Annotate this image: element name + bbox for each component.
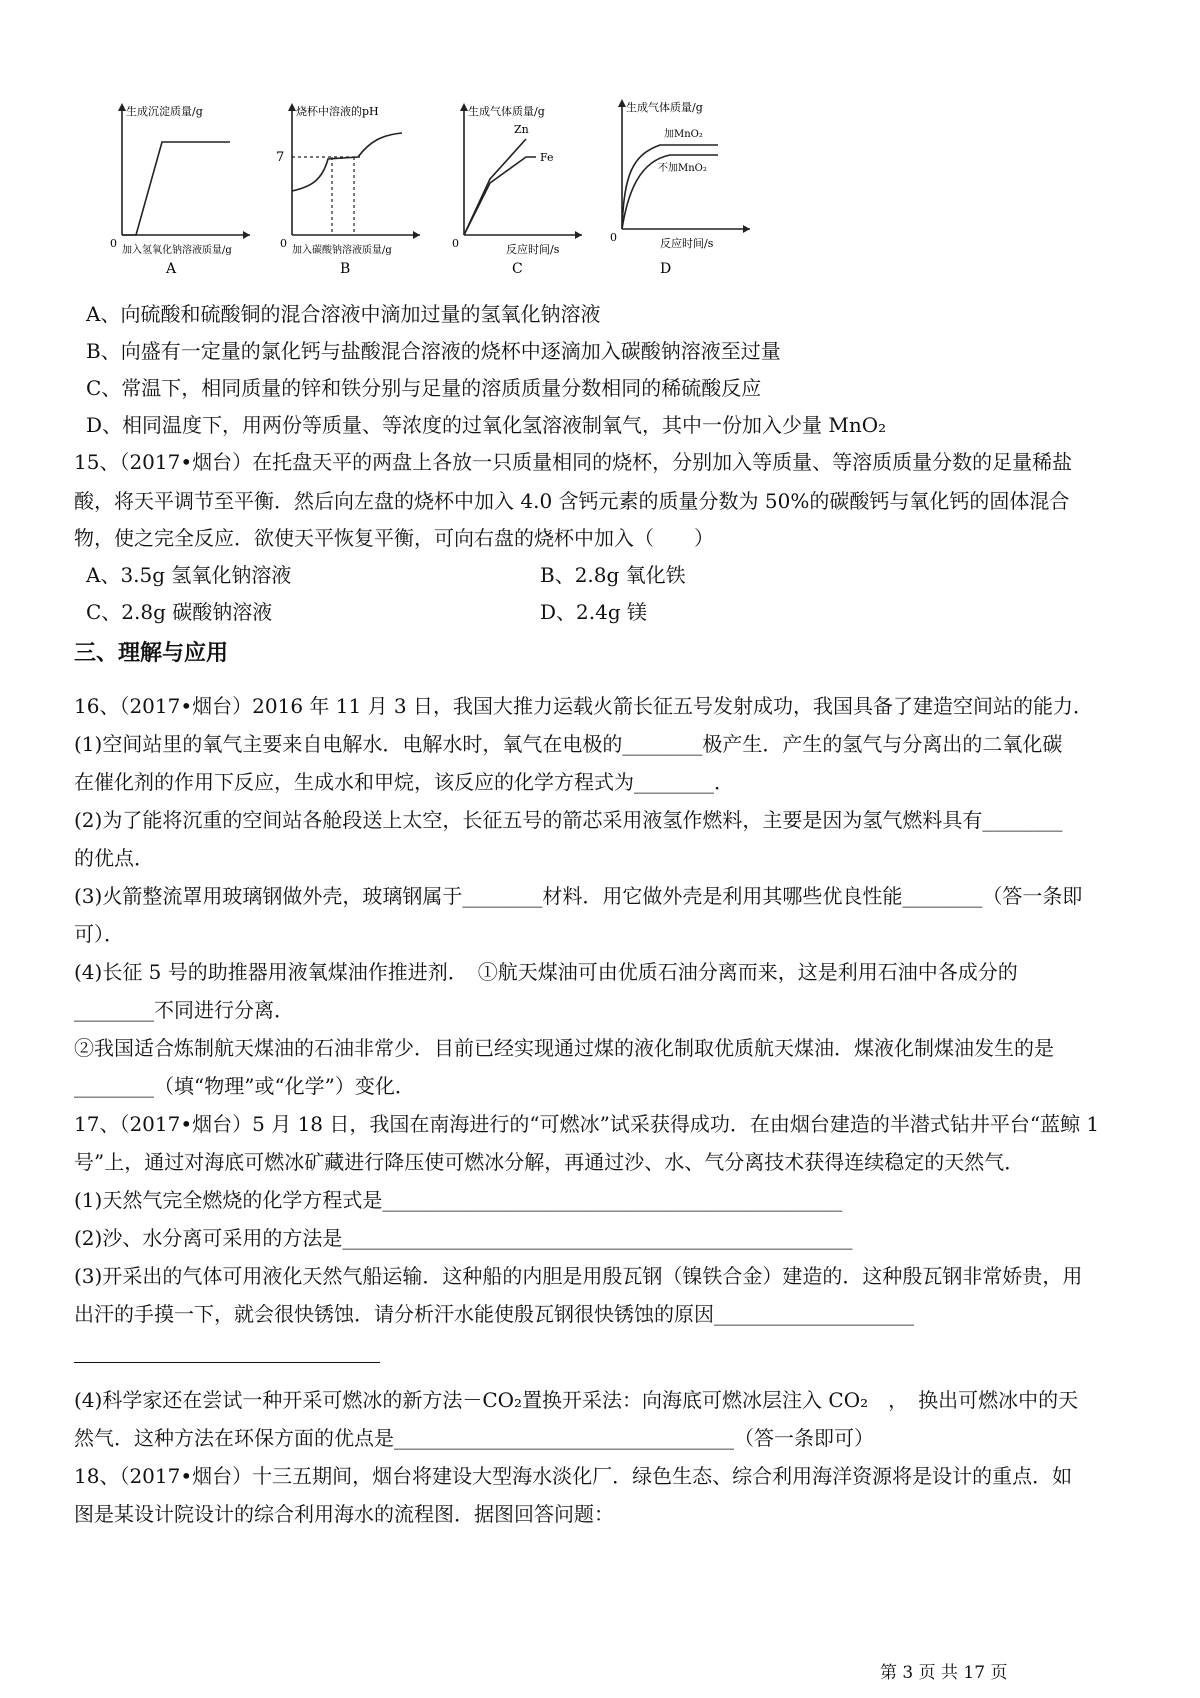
- x-label: 反应时间/s: [506, 243, 560, 256]
- chart-row: [100, 95, 800, 275]
- q16-line-2: (1)空间站里的氧气主要来自电解水．电解水时，氧气在电极的________极产生．产生的氢气与分离出的二氧化碳: [74, 732, 1063, 756]
- q16-line-8: (4)长征 5 号的助推器用液氧煤油作推进剂． ①航天煤油可由优质石油分离而来，这是利用石油中各成分的: [74, 960, 1018, 984]
- origin-label: 0: [452, 237, 459, 250]
- series-label-with: 加MnO₂: [664, 129, 703, 140]
- chart-c: [442, 95, 602, 275]
- chart-b: [270, 95, 430, 275]
- q15-option-a: A、3.5g 氢氧化钠溶液: [86, 563, 292, 587]
- y-label: 生成沉淀质量/g: [126, 105, 203, 118]
- series-zn: [464, 139, 526, 235]
- q18-line-1: 18、（2017•烟台）十三五期间，烟台将建设大型海水淡化厂．绿色生态、综合利用海洋资源将是设计的重点．如: [74, 1464, 1073, 1488]
- q14-option-b: B、向盛有一定量的氯化钙与盐酸混合溶液的烧杯中逐滴加入碳酸钠溶液至过量: [86, 339, 781, 363]
- q16-line-9: ________不同进行分离．: [74, 998, 294, 1022]
- chart-caption: D: [660, 261, 672, 275]
- q16-line-1: 16、（2017•烟台）2016 年 11 月 3 日，我国大推力运载火箭长征五号发射成功，我国具备了建造空间站的能力．: [74, 694, 1094, 718]
- origin-label: 0: [610, 231, 617, 244]
- q16-line-5: 的优点．: [74, 846, 154, 870]
- q17-line-1: 17、（2017•烟台）5 月 18 日，我国在南海进行的“可燃冰”试采获得成功．在由烟台建造的半潜式钻井平台“蓝鲸 1: [74, 1112, 1100, 1136]
- q15-line-1: 15、（2017•烟台）在托盘天平的两盘上各放一只质量相同的烧杯，分别加入等质量、等溶质质量分数的足量稀盐: [74, 450, 1073, 474]
- q17-line-7: (4)科学家还在尝试一种开采可燃冰的新方法－CO₂置换开采法：向海底可燃冰层注入 CO₂ ， 换出可燃冰中的天: [74, 1388, 1079, 1412]
- q18-line-2: 图是某设计院设计的综合利用海水的流程图．据图回答问题：: [74, 1502, 614, 1526]
- q15-option-b: B、2.8g 氧化铁: [540, 563, 686, 587]
- y-tick-7: 7: [276, 150, 285, 165]
- q17-line-5: (3)开采出的气体可用液化天然气船运输．这种船的内胆是用殷瓦钢（镍铁合金）建造的．这种殷瓦钢非常娇贵，用: [74, 1264, 1083, 1288]
- section-heading: 三、理解与应用: [74, 641, 229, 666]
- series-with-mno2: [622, 145, 718, 229]
- series-label-without: 不加MnO₂: [658, 163, 707, 174]
- q14-option-a: A、向硫酸和硫酸铜的混合溶液中滴加过量的氢氧化钠溶液: [86, 302, 601, 326]
- series-label-fe: Fe: [540, 151, 554, 164]
- q14-option-d: D、相同温度下，用两份等质量、等浓度的过氧化氢溶液制氧气，其中一份加入少量 MnO₂: [86, 413, 887, 437]
- x-label: 加入氢氧化钠溶液质量/g: [122, 245, 232, 256]
- answer-blank-line: [74, 1362, 380, 1363]
- q15-option-c: C、2.8g 碳酸钠溶液: [86, 600, 273, 624]
- curve: [292, 133, 402, 191]
- q16-line-7: 可）．: [74, 922, 124, 946]
- q17-line-3: (1)天然气完全燃烧的化学方程式是______________________________________________: [74, 1188, 843, 1212]
- q16-line-10: ②我国适合炼制航天煤油的石油非常少．目前已经实现通过煤的液化制取优质航天煤油．煤液化制煤油发生的是: [74, 1036, 1054, 1060]
- q17-line-8: 然气．这种方法在环保方面的优点是__________________________________（答一条即可）: [74, 1426, 874, 1450]
- y-label: 烧杯中溶液的pH: [296, 105, 379, 118]
- x-label: 加入碳酸钠溶液质量/g: [292, 245, 392, 256]
- chart-caption: A: [166, 261, 177, 275]
- y-label: 生成气体质量/g: [468, 105, 545, 118]
- chart-d: [600, 95, 760, 275]
- q17-line-4: (2)沙、水分离可采用的方法是___________________________________________________: [74, 1226, 853, 1250]
- origin-label: 0: [110, 237, 117, 250]
- q16-line-6: (3)火箭整流罩用玻璃钢做外壳，玻璃钢属于________材料．用它做外壳是利用其哪些优良性能________（答一条即: [74, 884, 1083, 908]
- q15-line-2: 酸，将天平调节至平衡．然后向左盘的烧杯中加入 4.0 含钙元素的质量分数为 50%的碳酸钙与氧化钙的固体混合: [74, 489, 1070, 513]
- chart-caption: C: [512, 261, 523, 275]
- curve: [122, 142, 230, 235]
- chart-a: [100, 95, 260, 275]
- series-label-zn: Zn: [514, 123, 529, 136]
- q16-line-11: ________（填“物理”或“化学”）变化．: [74, 1074, 415, 1098]
- q15-option-d: D、2.4g 镁: [540, 600, 648, 624]
- q14-option-c: C、常温下，相同质量的锌和铁分别与足量的溶质质量分数相同的稀硫酸反应: [86, 376, 762, 400]
- q16-line-3: 在催化剂的作用下反应，生成水和甲烷，该反应的化学方程式为________．: [74, 770, 734, 794]
- q17-line-6: 出汗的手摸一下，就会很快锈蚀．请分析汗水能使殷瓦钢很快锈蚀的原因____________________: [74, 1302, 914, 1326]
- x-label: 反应时间/s: [660, 237, 714, 250]
- chart-caption: B: [340, 261, 351, 275]
- q17-line-2: 号”上，通过对海底可燃冰矿藏进行降压使可燃冰分解，再通过沙、水、气分离技术获得连续稳定的天然气．: [74, 1150, 1025, 1174]
- page-footer: 第 3 页 共 17 页: [880, 1663, 1008, 1683]
- y-label: 生成气体质量/g: [626, 101, 703, 114]
- q15-line-3: 物，使之完全反应．欲使天平恢复平衡，可向右盘的烧杯中加入（ ）: [74, 526, 714, 550]
- origin-label: 0: [280, 237, 287, 250]
- q16-line-4: (2)为了能将沉重的空间站各舱段送上太空，长征五号的箭芯采用液氢作燃料，主要是因为氢气燃料具有________: [74, 808, 1063, 832]
